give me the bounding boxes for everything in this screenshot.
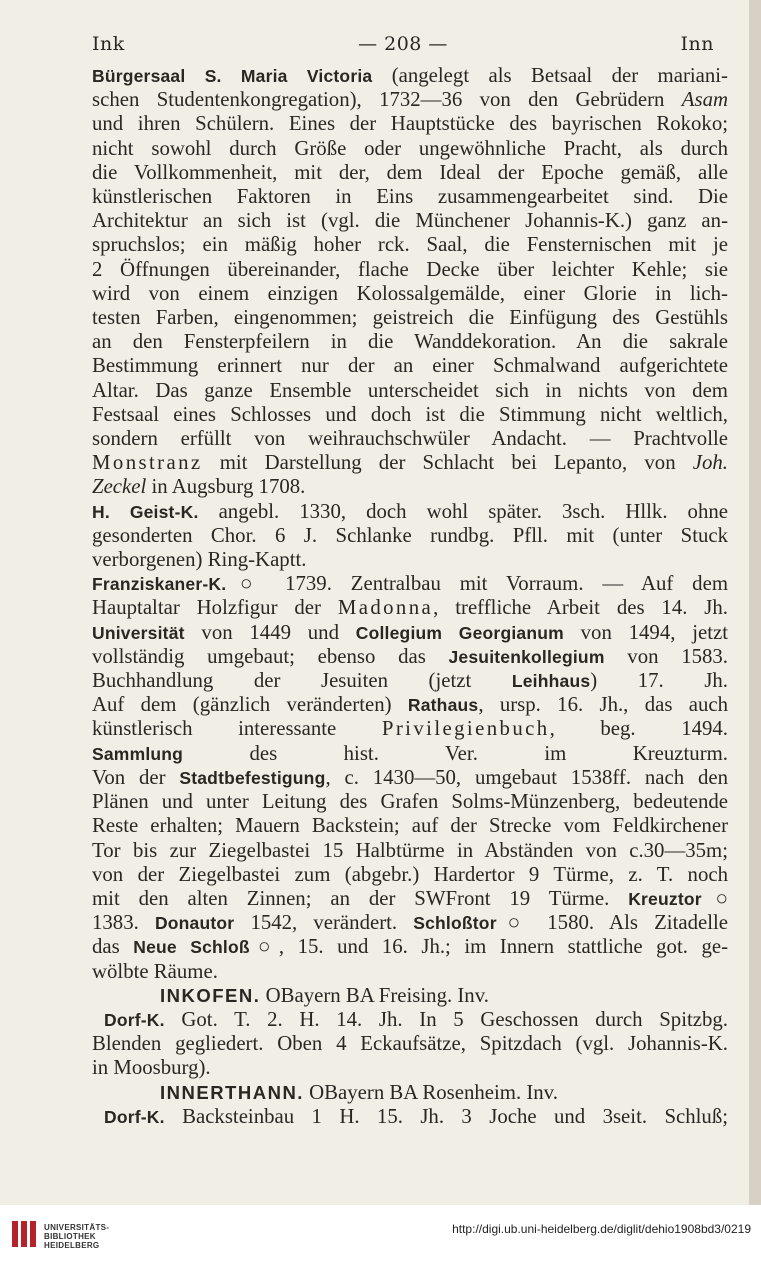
entry-keyword: H. Geist-K. (92, 501, 199, 522)
text-segment: Zeckel (92, 475, 147, 499)
text-segment: Monstranz (92, 451, 203, 475)
entry-keyword: Kreuztor (628, 888, 702, 909)
text-segment: Reste erhalten; Mauern Backstein; auf der Strecke vom Feldkirchener (92, 814, 728, 838)
text-line (92, 669, 728, 693)
text-segment: angebl. 1330, doch wohl später. 3sch. Hllk. ohne (198, 499, 728, 523)
text-line (92, 814, 728, 838)
library-name (44, 1223, 109, 1250)
entry-keyword: Dorf-K. (104, 1009, 165, 1030)
header-left: Ink (92, 33, 125, 55)
text-segment: in Moosburg). (92, 1056, 211, 1080)
text-line (92, 645, 728, 669)
text-line (92, 1105, 728, 1129)
text-segment: testen Farben, eingenommen; geistreich die Einfügung des Gestühls (92, 306, 728, 330)
text-line (92, 911, 728, 935)
entry-keyword: Collegium Georgianum (355, 622, 564, 643)
text-segment: Plänen und unter Leitung des Grafen Solms-Münzenberg, bedeutende (92, 790, 728, 814)
text-segment: künstlerischen Faktoren in Eins zusammengearbeitet sind. Die (92, 185, 728, 209)
text-segment: , ursp. 16. Jh., das auch (478, 693, 729, 717)
text-segment: nicht sowohl durch Größe oder ungewöhnliche Pracht, als durch (92, 136, 728, 160)
text-line (92, 209, 728, 233)
text-line (92, 984, 728, 1008)
text-segment: ○ 1580. Als Zitadelle (496, 911, 728, 935)
entry-keyword: Universität (92, 622, 185, 643)
text-segment: des hist. Ver. im Kreuzturm. (183, 741, 728, 765)
entry-keyword: Rathaus (407, 695, 479, 716)
text-segment: von 1583. (604, 644, 728, 668)
page-number: — 208 — (358, 33, 448, 55)
text-line (92, 887, 728, 911)
library-logo-icon (10, 1219, 38, 1249)
text-line (92, 1032, 728, 1056)
text-segment: Architektur an sich ist (vgl. die Münchener Johannis-K.) ganz an- (92, 209, 728, 233)
text-segment: , treffliche Arbeit des 14. Jh. (433, 596, 728, 620)
text-segment: Bestimmung erinnert nur der an einer Schmalwand aufgerichtete (92, 354, 728, 378)
text-segment: Auf dem (gänzlich veränderten) (92, 693, 408, 717)
text-segment: 1542, verändert. (234, 911, 414, 935)
text-line (92, 500, 728, 524)
text-segment: Tor bis zur Ziegelbastei 15 Halbtürme in Abständen von c.30—35m; (92, 838, 728, 862)
page-body (92, 64, 728, 1129)
text-line (92, 548, 728, 572)
entry-keyword: INNERTHANN. (160, 1081, 304, 1103)
text-segment: Joh. (692, 451, 728, 475)
entry-keyword: Schloßtor (413, 913, 497, 934)
text-segment: mit den alten Zinnen; an der SWFront 19 Türme. (92, 886, 629, 910)
text-line (92, 88, 728, 112)
text-line (92, 403, 728, 427)
text-segment: Blenden gegliedert. Oben 4 Eckaufsätze, Spitzdach (vgl. Johannis-K. (92, 1032, 728, 1056)
text-line (92, 137, 728, 161)
text-line (92, 282, 728, 306)
text-segment: Privilegienbuch (381, 717, 550, 741)
source-url-link[interactable]: http://digi.ub.uni-heidelberg.de/diglit/dehio1908bd3/0219 (452, 1222, 751, 1236)
text-segment: ) 17. Jh. (590, 669, 729, 693)
text-segment: OBayern BA Freising. Inv. (260, 983, 489, 1007)
text-segment: (angelegt als Betsaal der mariani- (372, 64, 728, 87)
text-line (92, 572, 728, 596)
text-segment: sondern erfüllt von weihrauchschwüler Andacht. — Prachtvolle (92, 427, 728, 451)
text-segment: mit Darstellung der Schlacht bei Lepanto, von (202, 451, 693, 475)
entry-keyword: Franziskaner-K. (92, 574, 227, 595)
text-line (92, 1056, 728, 1080)
text-segment: Madonna (337, 596, 434, 620)
text-line (92, 330, 728, 354)
text-segment: künstlerisch interessante (92, 717, 382, 741)
text-segment: Von der (92, 765, 180, 789)
text-line (92, 839, 728, 863)
text-line (92, 354, 728, 378)
text-segment: und ihren Schülern. Eines der Hauptstücke des bayrischen Rokoko; (92, 112, 728, 136)
text-line (92, 161, 728, 185)
text-segment: von 1494, jetzt (563, 620, 728, 644)
text-segment: Asam (681, 88, 728, 112)
entry-keyword: Stadtbefestigung (179, 767, 326, 788)
text-segment: verborgenen) Ring-Kaptt. (92, 548, 307, 572)
text-segment: das (92, 935, 134, 959)
library-name-line: HEIDELBERG (44, 1241, 100, 1250)
text-line (92, 233, 728, 257)
text-line (92, 258, 728, 282)
text-line (92, 427, 728, 451)
text-line (92, 112, 728, 136)
entry-keyword: Leihhaus (511, 671, 591, 692)
text-segment: ○ (701, 886, 728, 910)
entry-keyword: INKOFEN. (160, 984, 261, 1006)
text-line (92, 1008, 728, 1032)
text-segment: wölbte Räume. (92, 959, 218, 983)
text-line (92, 306, 728, 330)
text-line (92, 742, 728, 766)
text-segment: , c. 1430—50, umgebaut 1538ff. nach den (325, 765, 728, 789)
text-segment: Festsaal eines Schlosses und doch ist die Stimmung nicht weltlich, (92, 402, 728, 426)
entry-keyword: Dorf-K. (104, 1106, 165, 1127)
text-line (92, 935, 728, 959)
text-segment: Altar. Das ganze Ensemble unterscheidet sich in nichts von dem (92, 378, 728, 402)
text-line (92, 693, 728, 717)
text-line (92, 1081, 728, 1105)
library-name-line: BIBLIOTHEK (44, 1232, 96, 1241)
entry-keyword: Neue Schloß (133, 937, 250, 958)
text-line (92, 64, 728, 88)
entry-keyword: Jesuitenkollegium (448, 646, 605, 667)
library-name-line: UNIVERSITÄTS- (44, 1223, 110, 1232)
text-line (92, 790, 728, 814)
text-segment: Hauptaltar Holzfigur der (92, 596, 338, 620)
text-line (92, 451, 728, 475)
text-line (92, 621, 728, 645)
text-segment: Backsteinbau 1 H. 15. Jh. 3 Joche und 3seit. Schluß; (164, 1104, 728, 1128)
text-segment: 1383. (92, 911, 155, 935)
text-line (92, 960, 728, 984)
text-line (92, 766, 728, 790)
text-segment: von der Ziegelbastei zum (abgebr.) Hardertor 9 Türme, z. T. noch (92, 862, 728, 886)
text-line (92, 185, 728, 209)
text-line (92, 863, 728, 887)
entry-keyword: Bürgersaal S. Maria Victoria (92, 66, 373, 86)
text-segment: 2 Öffnungen übereinander, flache Decke über leichter Kehle; sie (92, 257, 728, 281)
text-segment: die Vollkommenheit, mit der, dem Ideal der Epoche gemäß, alle (92, 160, 728, 184)
text-segment: vollständig umgebaut; ebenso das (92, 644, 449, 668)
text-segment: spruchslos; ein mäßig hoher rck. Saal, die Fensternischen mit je (92, 233, 728, 257)
text-segment: gesonderten Chor. 6 J. Schlanke rundbg. Pfll. mit (unter Stuck (92, 523, 728, 547)
text-segment: wird von einem einzigen Kolossalgemälde, einer Glorie in lich- (92, 281, 728, 305)
footer-bar (0, 1205, 761, 1263)
entry-keyword: Sammlung (92, 743, 184, 764)
entry-keyword: Donautor (154, 913, 235, 934)
text-segment: an den Fensterpfeilern in die Wanddekoration. An die sakrale (92, 330, 728, 354)
text-segment: Got. T. 2. H. 14. Jh. In 5 Geschossen durch Spitzbg. (164, 1007, 728, 1031)
text-line (92, 524, 728, 548)
text-segment: ○, 15. und 16. Jh.; im Innern stattliche got. ge- (249, 935, 728, 959)
text-segment: Buchhandlung der Jesuiten (jetzt (92, 669, 512, 693)
text-line (92, 717, 728, 741)
text-segment: , beg. 1494. (549, 717, 728, 741)
text-segment: in Augsburg 1708. (146, 475, 306, 499)
text-segment: ○ 1739. Zentralbau mit Vorraum. — Auf dem (226, 572, 728, 596)
text-segment: schen Studentenkongregation), 1732—36 von den Gebrüdern (92, 88, 682, 112)
text-segment: von 1449 und (184, 620, 356, 644)
text-line (92, 379, 728, 403)
text-segment: OBayern BA Rosenheim. Inv. (303, 1080, 558, 1104)
text-line (92, 596, 728, 620)
text-line (92, 475, 728, 499)
header-right: Inn (680, 33, 714, 55)
